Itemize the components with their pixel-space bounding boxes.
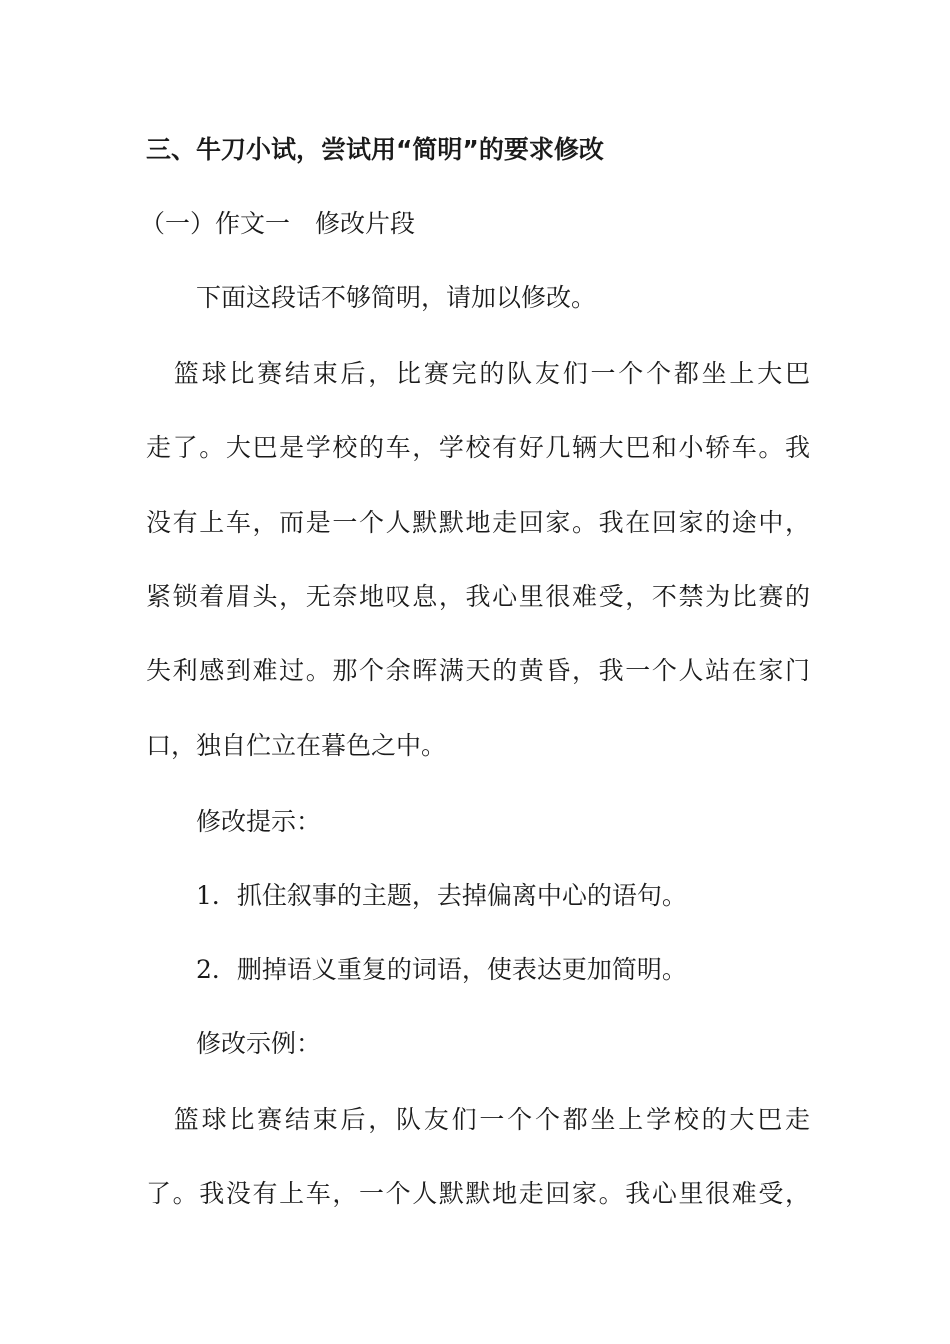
example-line: 篮球比赛结束后，队友们一个个都坐上学校的大巴走 [146, 1105, 810, 1134]
passage-line: 篮球比赛结束后，比赛完的队友们一个个都坐上大巴 [146, 359, 810, 388]
passage-line: 紧锁着眉头，无奈地叹息，我心里很难受，不禁为比赛的 [146, 582, 810, 611]
passage-line: 失利感到难过。那个余晖满天的黄昏，我一个人站在家门 [146, 656, 810, 685]
hint-item: 1．抓住叙事的主题，去掉偏离中心的语句。 [196, 881, 687, 910]
subheading: （一）作文一 修改片段 [140, 209, 416, 238]
example-line: 了。我没有上车，一个人默默地走回家。我心里很难受， [146, 1179, 810, 1208]
passage-line: 口，独自伫立在暮色之中。 [146, 731, 447, 760]
passage-line: 走了。大巴是学校的车，学校有好几辆大巴和小轿车。我 [146, 433, 810, 462]
passage-line: 没有上车，而是一个人默默地走回家。我在回家的途中， [146, 508, 810, 537]
hint-item: 2．删掉语义重复的词语，使表达更加简明。 [196, 955, 687, 984]
example-title: 修改示例： [196, 1029, 322, 1058]
section-heading: 三、牛刀小试，尝试用“简明”的要求修改 [146, 135, 604, 164]
hints-title: 修改提示： [196, 807, 322, 836]
instruction-text: 下面这段话不够简明，请加以修改。 [196, 283, 597, 312]
